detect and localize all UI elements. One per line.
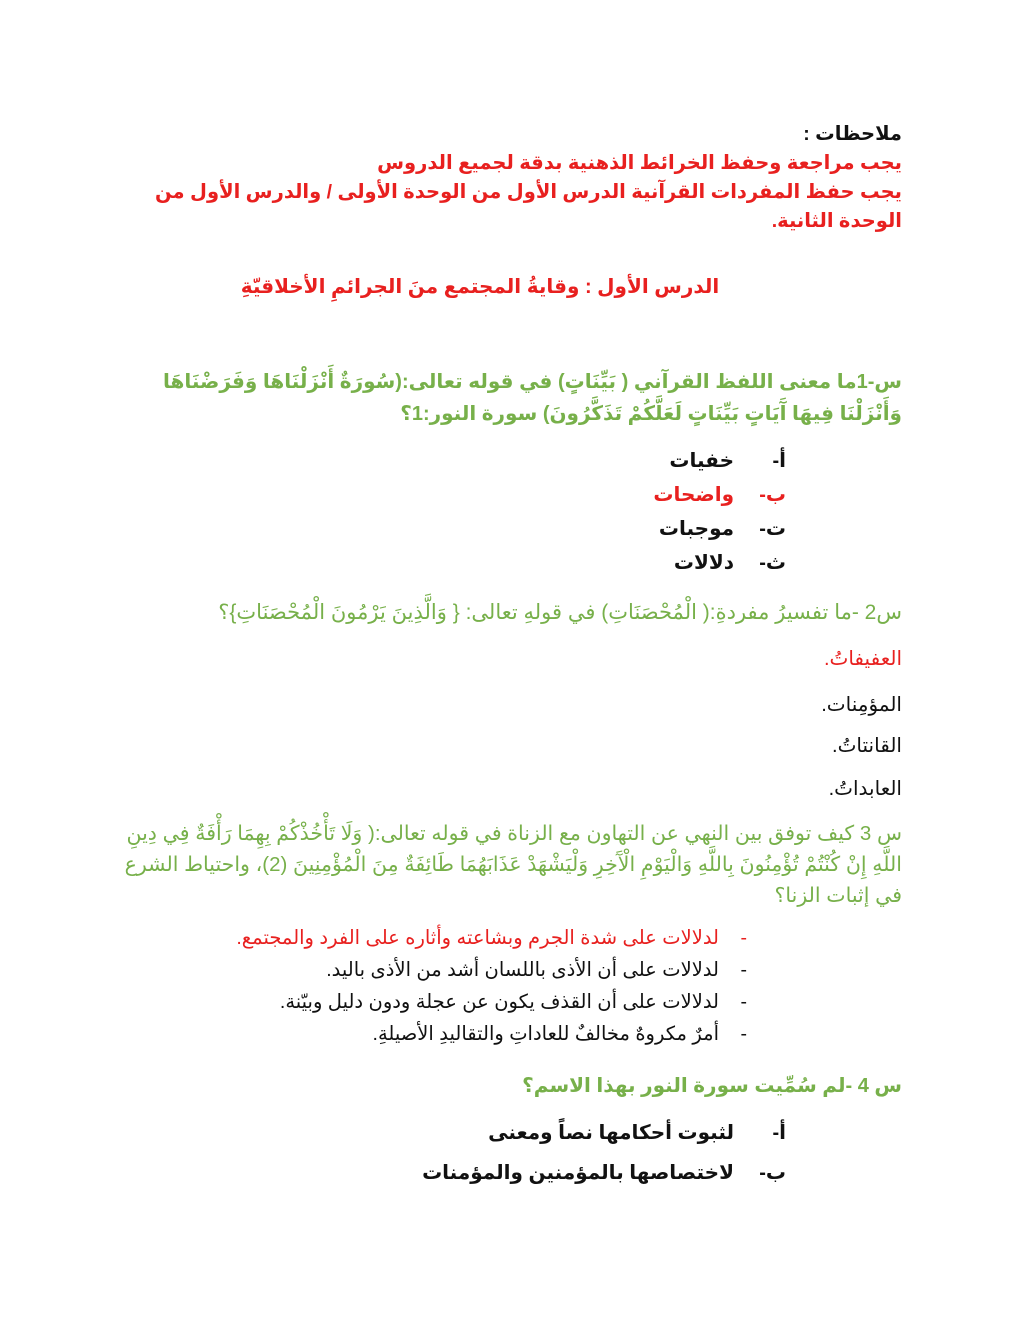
bullet-text: لدلالات على شدة الجرم وبشاعته وأثاره على الفرد والمجتمع. bbox=[236, 927, 719, 949]
option-marker: أ- bbox=[772, 450, 786, 472]
bullet-dash: - bbox=[740, 1023, 747, 1045]
option-text: خفيات bbox=[669, 450, 734, 472]
notes-heading: ملاحظات : bbox=[803, 123, 902, 145]
bullet-text: لدلالات على أن القذف يكون عن عجلة ودون دليل وبيّنة. bbox=[279, 991, 719, 1013]
option-b-correct bbox=[653, 482, 826, 516]
question-2-answer: المؤمِنات. bbox=[821, 694, 902, 716]
question-1: س-1ما معنى اللفظ القرآني ( بَيِّنَاتٍ) في قوله تعالى:(سُورَةٌ أَنْزَلْنَاهَا وَفَرَضْنَاهَا وَأَنْزَلْنَا فِيهَا آَيَاتٍ بَيِّنَاتٍ لَعَلَّكُمْ تَذَكَّرُونَ) سورة النور:1؟ bbox=[162, 371, 902, 425]
question-3-options bbox=[236, 926, 747, 1054]
bullet-item bbox=[236, 958, 747, 990]
question-4: س 4 -لم سُمِّيت سورة النور بهذا الاسم؟ bbox=[522, 1075, 902, 1097]
option-marker: أ- bbox=[772, 1122, 786, 1144]
question-2-answer: العابداتُ. bbox=[828, 778, 902, 800]
option-marker: ب- bbox=[759, 1162, 786, 1184]
question-4-options bbox=[422, 1120, 826, 1200]
option-text: موجبات bbox=[658, 518, 734, 540]
option-t bbox=[653, 516, 826, 550]
bullet-dash: - bbox=[740, 959, 747, 981]
option-marker: ب- bbox=[759, 484, 786, 506]
notes-section bbox=[118, 120, 902, 236]
bullet-item bbox=[236, 990, 747, 1022]
option-a bbox=[422, 1120, 826, 1160]
option-marker: ت- bbox=[759, 518, 786, 540]
bullet-dash: - bbox=[740, 991, 747, 1013]
bullet-text: لدلالات على أن الأذى باللسان أشد من الأذى باليد. bbox=[326, 959, 719, 981]
question-3: س 3 كيف توفق بين النهي عن التهاون مع الزناة في قوله تعالى:( وَلَا تَأْخُذْكُمْ بِهِمَا رَأْفَةٌ فِي دِينِ اللَّهِ إِنْ كُنْتُمْ تُؤْمِنُونَ بِاللَّهِ وَالْيَوْمِ الْآَخِرِ وَلْيَشْهَدْ عَذَابَهُمَا طَائِفَةٌ مِنَ الْمُؤْمِنِينَ (2)، واحتياط الشرع في إثبات الزنا؟ bbox=[124, 822, 902, 907]
option-a bbox=[653, 448, 826, 482]
option-text: واضحات bbox=[653, 484, 734, 506]
option-text: دلالات bbox=[673, 552, 734, 574]
question-2-answer: القانتاتُ. bbox=[832, 735, 902, 757]
bullet-dash: - bbox=[740, 927, 747, 949]
bullet-text: أمرٌ مكروهٌ مخالفٌ للعاداتِ والتقاليدِ الأصيلةِ. bbox=[372, 1023, 719, 1045]
question-1-options bbox=[653, 448, 826, 584]
lesson-title: الدرس الأول : وقايةُ المجتمع منَ الجرائمِ الأخلاقيّةِ bbox=[240, 276, 720, 298]
option-marker: ث- bbox=[759, 552, 786, 574]
question-2: س2 -ما تفسيرُ مفردةِ:( الْمُحْصَنَاتِ) في قولهِ تعالى: { وَالَّذِينَ يَرْمُونَ الْمُحْصَنَاتِ}؟ bbox=[218, 601, 902, 624]
option-text: لاختصاصها بالمؤمنين والمؤمنات bbox=[422, 1162, 734, 1184]
bullet-item-correct bbox=[236, 926, 747, 958]
notes-line-2: يجب حفظ المفردات القرآنية الدرس الأول من الوحدة الأولى / والدرس الأول من الوحدة الثانية. bbox=[154, 181, 902, 232]
document-page bbox=[118, 0, 902, 1320]
option-text: لثبوت أحكامها نصاً ومعنى bbox=[488, 1122, 734, 1144]
option-th bbox=[653, 550, 826, 584]
bullet-item bbox=[236, 1022, 747, 1054]
notes-line-1: يجب مراجعة وحفظ الخرائط الذهنية بدقة لجميع الدروس bbox=[377, 152, 902, 174]
question-2-answer-correct: العفيفاتُ. bbox=[823, 648, 902, 670]
option-b bbox=[422, 1160, 826, 1200]
